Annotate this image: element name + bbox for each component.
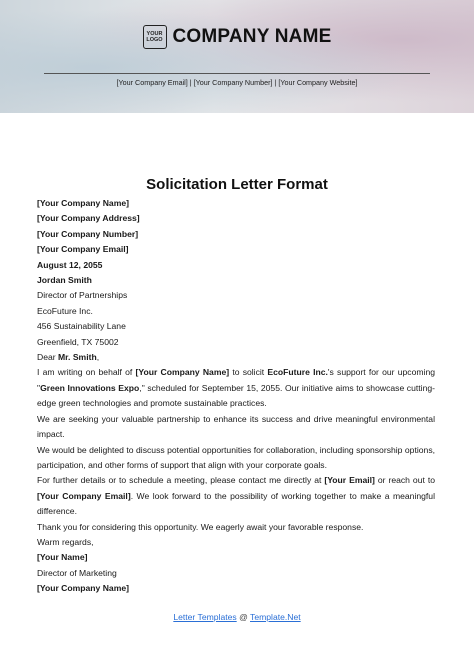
p4-company-email-placeholder: [Your Company Email] (37, 490, 131, 501)
p1-recipient-company: EcoFuture Inc. (267, 367, 328, 378)
p1-text-2: to solicit (229, 367, 268, 378)
paragraph-partnership: We are seeking your valuable partnership to enhance its success and drive meaningful environmental impact. (37, 413, 435, 440)
document-title: Solicitation Letter Format (146, 176, 328, 193)
p1-text-3: 's support for our upcoming " (37, 367, 436, 393)
salutation-suffix: , (96, 352, 100, 363)
recipient-title: Director of Partnerships (37, 290, 128, 301)
header-email: [Your Company Email] (116, 78, 188, 87)
p1-event-name: Green Innovations Expo (40, 382, 140, 393)
sender-name: [Your Company Name] (37, 198, 129, 208)
logo-row (0, 25, 474, 49)
paragraph-intro (37, 365, 435, 411)
header-website: [Your Company Website] (278, 78, 358, 87)
company-name: COMPANY NAME (172, 26, 332, 47)
paragraph-contact (37, 473, 435, 519)
recipient-city: Greenfield, TX 75002 (37, 336, 119, 347)
paragraph-thanks: Thank you for considering this opportunity. We eagerly await your favorable response. (37, 521, 364, 532)
salutation (37, 350, 435, 365)
logo-placeholder-icon: YOUR LOGO (143, 25, 167, 49)
salutation-prefix: Dear (37, 352, 59, 363)
footer-at: @ (236, 612, 251, 622)
p1-text-1: I am writing on behalf of (37, 367, 136, 378)
p4-email-placeholder: [Your Email] (324, 475, 375, 486)
header-separator: | (272, 78, 279, 87)
header-divider (44, 73, 430, 74)
header-separator: | (187, 78, 194, 87)
letter-templates-link[interactable]: Letter Templates (173, 612, 237, 622)
recipient-street: 456 Sustainability Lane (37, 321, 126, 332)
signature-company: [Your Company Name] (37, 583, 129, 594)
letter-body (37, 196, 435, 597)
salutation-name: Mr. Smith (58, 352, 97, 363)
p4-text-3: . We look forward to the possibility of working together to make a meaningful difference. (37, 490, 435, 517)
recipient-company: EcoFuture Inc. (37, 305, 93, 316)
header-contact-line (0, 78, 474, 87)
p1-company-placeholder: [Your Company Name] (135, 367, 230, 378)
sender-number: [Your Company Number] (37, 228, 139, 239)
signature-name: [Your Name] (37, 552, 88, 563)
signature-title: Director of Marketing (37, 567, 117, 578)
footer-credit (0, 612, 474, 622)
sender-address: [Your Company Address] (37, 213, 140, 224)
paragraph-collaboration: We would be delighted to discuss potential opportunities for collaboration, including sponsorship options, participation, and other forms of support that align with your corporate goals. (37, 444, 435, 470)
p4-text-2: or reach out to (374, 475, 435, 486)
template-net-link[interactable]: Template.Net (250, 612, 301, 622)
p1-text-4: ," scheduled for September 15, 2055. Our initiative aims to showcase cutting-edge green technologies and promote sustainable practices. (37, 382, 435, 409)
recipient-name: Jordan Smith (37, 275, 92, 286)
letterhead (0, 0, 474, 113)
letter-date: August 12, 2055 (37, 259, 103, 270)
closing: Warm regards, (37, 536, 94, 547)
header-number: [Your Company Number] (193, 78, 273, 87)
p4-text-1: For further details or to schedule a meeting, please contact me directly at (37, 475, 325, 486)
sender-email: [Your Company Email] (37, 244, 129, 255)
